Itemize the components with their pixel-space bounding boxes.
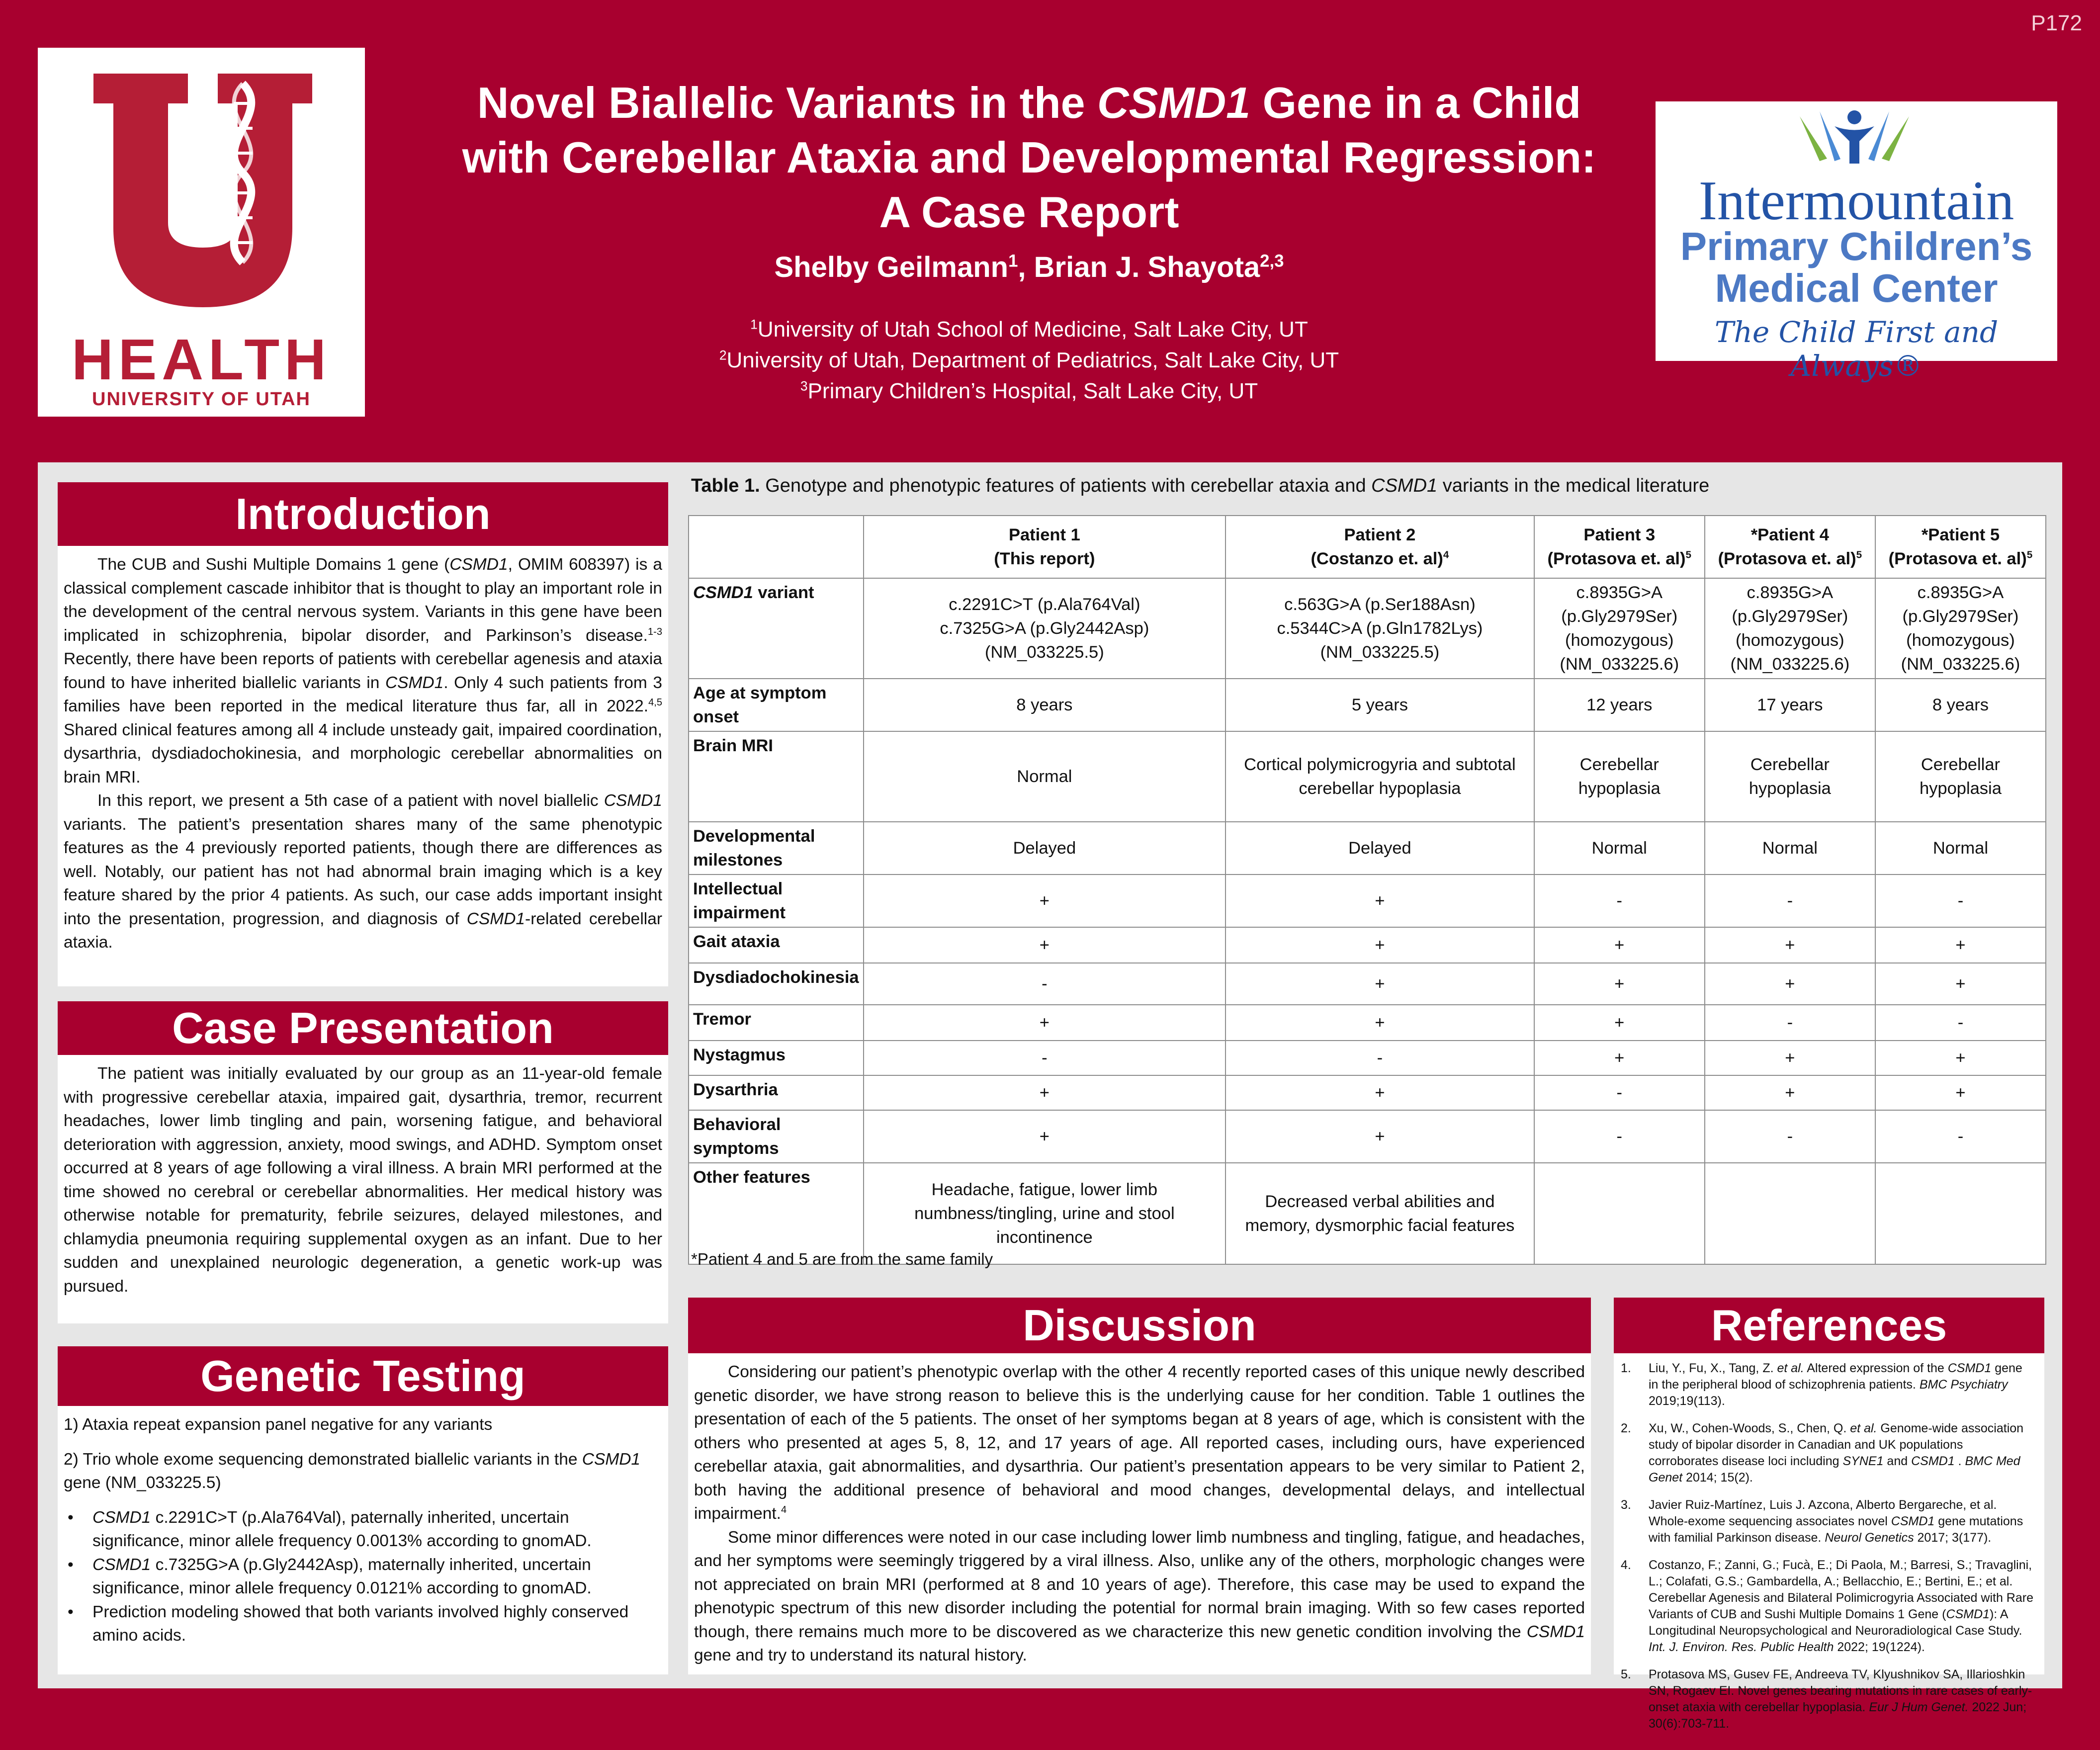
genotype-phenotype-table xyxy=(688,515,2046,1265)
table-cell: + xyxy=(1534,1041,1705,1075)
table-cell: Normal xyxy=(864,731,1226,822)
row-label: Dysarthria xyxy=(689,1075,864,1110)
university-of-utah-health-logo xyxy=(38,48,365,417)
table-header-cell: Patient 2 (Costanzo et. al)$^4$ xyxy=(1225,516,1534,578)
row-label: Dysdiadochokinesia xyxy=(689,963,864,1005)
row-label: Developmental milestones xyxy=(689,822,864,875)
table-row xyxy=(689,1005,2046,1041)
table-cell xyxy=(1534,1163,1705,1264)
table-row xyxy=(689,927,2046,963)
table-cell: - xyxy=(1705,1005,1875,1041)
row-label: Gait ataxia xyxy=(689,927,864,963)
introduction-paragraph-1: The CUB and Sushi Multiple Domains 1 gene (CSMD1, OMIM 608397) is a classical complement cascade inhibitor that is thought to play an important role in the development of the central nervous system. Variants in this gene have been implicated in schizophrenia, bipolar disorder, and Parkinson’s disease.$^{1-3}$ Recently, there have been reports of patients with cerebellar agenesis and ataxia found to have inherited biallelic variants in CSMD1. Only 4 such patients from 3 families have been reported in the medical literature thus far, all in 2022.$^{4,5}$ Shared clinical features among all 4 include unsteady gait, impaired coordination, dysarthria, dysdiadochokinesia, and morphologic cerebellar abnormalities on brain MRI. xyxy=(64,555,662,787)
table-row xyxy=(689,731,2046,822)
table-cell: + xyxy=(1225,1005,1534,1041)
affiliation-2: $^2$University of Utah, Department of Pediatrics, Salt Lake City, UT xyxy=(719,348,1339,372)
logo-intermountain-text: Intermountain xyxy=(1698,170,2014,232)
table-cell xyxy=(1875,1163,2046,1264)
affiliation-1: $^1$University of Utah School of Medicine, Salt Lake City, UT xyxy=(750,317,1308,342)
section-heading: Introduction xyxy=(58,482,668,546)
table-header-row xyxy=(689,516,2046,578)
table-cell: Cerebellar hypoplasia xyxy=(1875,731,2046,822)
table-row xyxy=(689,875,2046,927)
table-cell: - xyxy=(1225,1041,1534,1075)
table-cell: + xyxy=(1705,1075,1875,1110)
table-cell: 8 years xyxy=(1875,679,2046,731)
table-cell: - xyxy=(864,963,1226,1005)
logo-tagline: The Child First and Always® xyxy=(1714,315,1999,383)
table-cell: + xyxy=(1225,1110,1534,1163)
people-figure-icon xyxy=(1780,106,1929,166)
table-row xyxy=(689,1163,2046,1264)
row-label: Tremor xyxy=(689,1005,864,1041)
intermountain-logo xyxy=(1656,101,2057,383)
logo-pcmc-line2: Medical Center xyxy=(1715,266,1998,310)
genetic-test-item-2: 2) Trio whole exome sequencing demonstrated biallelic variants in the CSMD1 gene (NM_033225.5) xyxy=(64,1450,641,1492)
table-cell: + xyxy=(864,875,1226,927)
table-cell: 17 years xyxy=(1705,679,1875,731)
table-cell: + xyxy=(1225,927,1534,963)
row-label: Intellectual impairment xyxy=(689,875,864,927)
affiliation-3: $^3$Primary Children’s Hospital, Salt Lake City, UT xyxy=(800,378,1258,403)
table-cell: + xyxy=(1225,963,1534,1005)
row-label: Other features xyxy=(689,1163,864,1264)
table-cell: + xyxy=(1705,963,1875,1005)
table-cell: Normal xyxy=(1705,822,1875,875)
table-header-cell: *Patient 4 (Protasova et. al)$^5$ xyxy=(1705,516,1875,578)
section-heading: Genetic Testing xyxy=(58,1346,668,1406)
table-cell: Delayed xyxy=(1225,822,1534,875)
variant-bullet-2: • CSMD1 c.7325G>A (p.Gly2442Asp), maternally inherited, uncertain significance, minor allele frequency 0.0121% according to gnomAD. xyxy=(64,1553,662,1600)
table-cell: + xyxy=(1534,963,1705,1005)
introduction-paragraph-2: In this report, we present a 5th case of a patient with novel biallelic CSMD1 variants. The patient’s presentation shares many of the same phenotypic features as the 4 previously reported patients, though there are differences as well. Notably, our patient has not had abnormal brain imaging which is a key feature shared by the prior 4 patients. As such, our case adds important insight into the presentation, progression, and diagnosis of CSMD1-related cerebellar ataxia. xyxy=(64,791,662,952)
table-cell: + xyxy=(864,1005,1226,1041)
variant-bullet-1: • CSMD1 c.2291C>T (p.Ala764Val), paternally inherited, uncertain significance, minor allele frequency 0.0013% according to gnomAD. xyxy=(64,1506,662,1553)
table-cell: Delayed xyxy=(864,822,1226,875)
table-row xyxy=(689,1041,2046,1075)
table-cell: c.8935G>A (p.Gly2979Ser) (homozygous) (NM_033225.6) xyxy=(1875,578,2046,679)
introduction-section xyxy=(58,482,668,986)
table-row xyxy=(689,1110,2046,1163)
discussion-paragraph-2: Some minor differences were noted in our case including lower limb numbness and tingling, fatigue, and headaches, and her symptoms were seemingly triggered by a viral illness. Also, unlike any of the others, morphologic changes were not appreciated on brain MRI (performed at 8 and 10 years of age). Therefore, this case may be used to expand the phenotypic spectrum of this new disorder including the potential for normal brain imaging. With so few cases reported though, there remains much more to be discovered as we characterize this new genetic condition involving the CSMD1 gene and try to understand its natural history. xyxy=(694,1528,1585,1664)
row-label: CSMD1 variant xyxy=(689,578,864,679)
poster-title: Novel Biallelic Variants in the CSMD1 Gene in a Child with Cerebellar Ataxia and Developmental Regression: A Case Report xyxy=(462,78,1596,237)
discussion-section xyxy=(688,1298,1591,1674)
table-cell: + xyxy=(1225,875,1534,927)
table-cell: + xyxy=(864,1075,1226,1110)
table-header-cell: Patient 3 (Protasova et. al)$^5$ xyxy=(1534,516,1705,578)
row-label: Brain MRI xyxy=(689,731,864,822)
variant-bullet-3: • Prediction modeling showed that both variants involved highly conserved amino acids. xyxy=(64,1600,662,1648)
table-cell: - xyxy=(1875,1005,2046,1041)
table-cell: + xyxy=(1534,1005,1705,1041)
table-cell: 8 years xyxy=(864,679,1226,731)
authors: Shelby Geilmann$^1$, Brian J. Shayota$^{2,3}$ xyxy=(774,251,1284,283)
table-cell: Headache, fatigue, lower limb numbness/tingling, urine and stool incontinence xyxy=(864,1163,1226,1264)
section-heading: Case Presentation xyxy=(58,1001,668,1055)
references-section xyxy=(1614,1298,2044,1731)
table-cell: Normal xyxy=(1875,822,2046,875)
table-cell: + xyxy=(864,1110,1226,1163)
table-cell xyxy=(1705,1163,1875,1264)
table-cell: - xyxy=(1534,875,1705,927)
table-cell: + xyxy=(1705,927,1875,963)
table-cell: - xyxy=(864,1041,1226,1075)
table-caption: Table 1. Genotype and phenotypic features of patients with cerebellar ataxia and CSMD1 variants in the medical literature xyxy=(691,475,1710,496)
table-cell: + xyxy=(864,927,1226,963)
table-cell: + xyxy=(1875,963,2046,1005)
section-heading: References xyxy=(1614,1298,2044,1353)
reference-item: 1. Liu, Y., Fu, X., Tang, Z. et al. Altered expression of the CSMD1 gene in the peripheral blood of schizophrenia patients. BMC Psychiatry 2019;19(113). xyxy=(1621,1361,2022,1408)
reference-item: 5. Protasova MS, Gusev FE, Andreeva TV, Klyushnikov SA, Illarioshkin SN, Rogaev EI. Novel genes bearing mutations in rare cases of early-onset ataxia with cerebellar hypoplasia. Eur J Hum Genet. 2022 Jun; 30(6):703-711. xyxy=(1621,1667,2032,1731)
section-heading: Discussion xyxy=(688,1298,1591,1353)
logo-pcmc-text xyxy=(1656,226,2057,309)
genetic-test-item-1: 1) Ataxia repeat expansion panel negative for any variants xyxy=(64,1415,493,1434)
table-row xyxy=(689,578,2046,679)
table-cell: c.8935G>A (p.Gly2979Ser) (homozygous) (NM_033225.6) xyxy=(1705,578,1875,679)
table-cell: - xyxy=(1705,875,1875,927)
table-cell: 5 years xyxy=(1225,679,1534,731)
table-cell: Normal xyxy=(1534,822,1705,875)
table-cell: - xyxy=(1705,1110,1875,1163)
table-header-empty xyxy=(689,516,864,578)
table-header-cell: Patient 1 (This report) xyxy=(864,516,1226,578)
table-cell: + xyxy=(1875,1075,2046,1110)
logo-university-text: UNIVERSITY OF UTAH xyxy=(92,389,311,410)
table-cell: + xyxy=(1875,927,2046,963)
row-label: Age at symptom onset xyxy=(689,679,864,731)
table-cell: + xyxy=(1705,1041,1875,1075)
row-label: Nystagmus xyxy=(689,1041,864,1075)
row-label: Behavioral symptoms xyxy=(689,1110,864,1163)
table-cell: 12 years xyxy=(1534,679,1705,731)
table-cell: Cortical polymicrogyria and subtotal cerebellar hypoplasia xyxy=(1225,731,1534,822)
genetic-testing-section xyxy=(58,1346,668,1674)
case-presentation-section xyxy=(58,1001,668,1323)
table-cell: + xyxy=(1534,927,1705,963)
logo-health-text: HEALTH xyxy=(72,327,331,392)
reference-item: 2. Xu, W., Cohen-Woods, S., Chen, Q. et al. Genome-wide association study of bipolar disorder in Canadian and UK populations corroborates disease loci including SYNE1 and CSMD1 . BMC Med Genet 2014; 15(2). xyxy=(1621,1421,2024,1485)
case-presentation-paragraph: The patient was initially evaluated by our group as an 11-year-old female with progressive cerebellar ataxia, impaired gait, dysarthria, tremor, recurrent headaches, lower limb tingling and pain, worsening fatigue, and behavioral deterioration with aggression, anxiety, mood swings, and ADHD. Symptom onset occurred at 8 years of age following a viral illness. A brain MRI performed at the time showed no cerebral or cerebellar abnormalities. Her medical history was otherwise notable for prematurity, febrile seizures, delayed milestones, and chlamydia pneumonia requiring supplemental oxygen as an infant. Due to her sudden and unexplained neurologic degeneration, a genetic work-up was pursued. xyxy=(64,1064,662,1296)
block-u-dna-icon xyxy=(93,74,312,317)
table-row xyxy=(689,1075,2046,1110)
table-cell: c.2291C>T (p.Ala764Val) c.7325G>A (p.Gly2442Asp) (NM_033225.5) xyxy=(864,578,1226,679)
table-cell: - xyxy=(1534,1075,1705,1110)
logo-pcmc-line1: Primary Children’s xyxy=(1680,224,2033,268)
reference-item: 3. Javier Ruiz-Martínez, Luis J. Azcona, Alberto Bergareche, et al. Whole-exome sequencing associates novel CSMD1 gene mutations with familial Parkinson disease. Neurol Genetics 2017; 3(177). xyxy=(1621,1498,2023,1545)
table-cell: Cerebellar hypoplasia xyxy=(1705,731,1875,822)
table-row xyxy=(689,822,2046,875)
table-row xyxy=(689,963,2046,1005)
table-cell: Decreased verbal abilities and memory, dysmorphic facial features xyxy=(1225,1163,1534,1264)
table-cell: c.563G>A (p.Ser188Asn) c.5344C>A (p.Gln1782Lys) (NM_033225.5) xyxy=(1225,578,1534,679)
table-cell: - xyxy=(1875,1110,2046,1163)
table-cell: + xyxy=(1225,1075,1534,1110)
reference-item: 4. Costanzo, F.; Zanni, G.; Fucà, E.; Di Paola, M.; Barresi, S.; Travaglini, L.; Colafati, G.S.; Gambardella, A.; Bellacchio, E.; Bertini, E.; et al. Cerebellar Agenesis and Bilateral Polimicrogyria Associated with Rare Variants of CUB and Sushi Multiple Domains 1 Gene (CSMD1): A Longitudinal Neuropsychological and Neuroradiological Case Study. Int. J. Environ. Res. Public Health 2022; 19(1224). xyxy=(1621,1558,2033,1654)
table-cell: c.8935G>A (p.Gly2979Ser) (homozygous) (NM_033225.6) xyxy=(1534,578,1705,679)
table-cell: - xyxy=(1875,875,2046,927)
table-header-cell: *Patient 5 (Protasova et. al)$^5$ xyxy=(1875,516,2046,578)
poster-id: P172 xyxy=(2031,11,2082,35)
affiliations xyxy=(428,314,1631,407)
table-cell: Cerebellar hypoplasia xyxy=(1534,731,1705,822)
table-row xyxy=(689,679,2046,731)
discussion-paragraph-1: Considering our patient’s phenotypic overlap with the other 4 recently reported cases of this unique newly described genetic disorder, we have strong reason to believe this is the underlying cause for her condition. Table 1 outlines the presentation of each of the 5 patients. The onset of her symptoms began at 8 years of age, which is consistent with the others who presented at ages 5, 8, 12, and 17 years of age. All reported cases, including ours, have experienced cerebellar ataxia, gait abnormalities, and dysarthria. Our patient’s presentation appears to be very similar to Patient 2, both having the additional presence of behavioral and mood changes, developmental delays, and intellectual impairment.$^4$ xyxy=(694,1363,1585,1523)
table-cell: - xyxy=(1534,1110,1705,1163)
table-cell: + xyxy=(1875,1041,2046,1075)
table-footnote: *Patient 4 and 5 are from the same family xyxy=(691,1250,993,1268)
